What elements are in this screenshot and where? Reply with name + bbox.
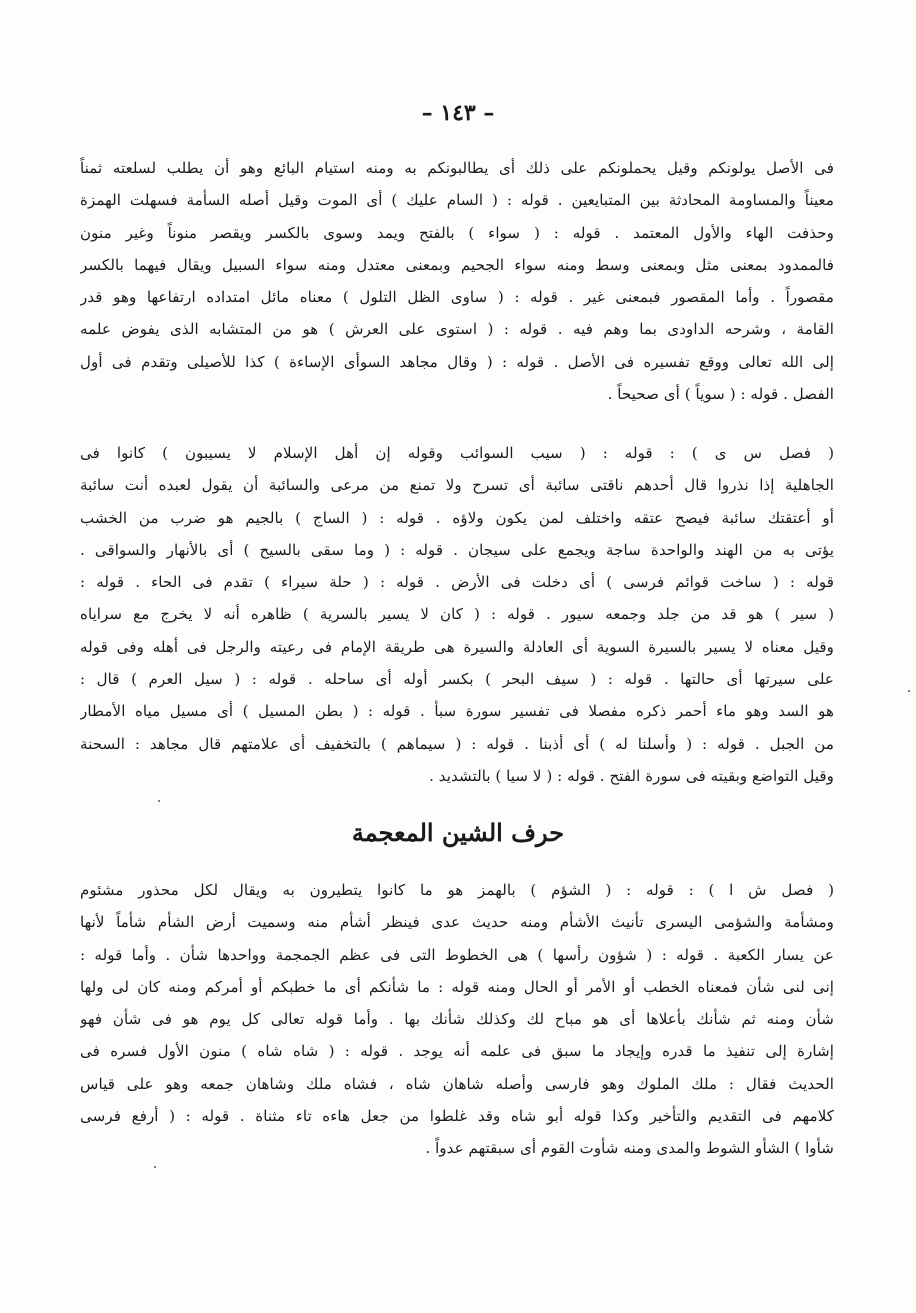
paragraph-3 — [80, 874, 834, 1165]
text-line: ومشأمة والشؤمى اليسرى تأنيث الأشأم ومنه حديث عدى فينظر أشأم منه وسميت أرض الشأم شأماً لأنها — [80, 913, 834, 932]
text-line: على سيرتها أى حالتها . قوله : ( سيف البحر ) بكسر أوله أى ساحله . قوله : ( سيل العرم ) قال : — [80, 670, 834, 689]
text-line: قوله : ( ساخت قوائم فرسى ) أى دخلت فى الأرض . قوله : ( حلة سيراء ) تقدم فى الحاء . قوله : — [80, 573, 834, 592]
text-line: وقيل التواضع وبقيته فى سورة الفتح . قوله : ( لا سيا ) بالتشديد . — [429, 766, 834, 785]
text-line: وقيل معناه لا يسير بالسيرة السوية أى العادلة والسيرة هى طريقة الإمام فى رعيته والرجل فى أهله وفى قوله — [80, 637, 834, 656]
text-line: القامة ، وشرحه الداودى بما وهم فيه . قوله : ( استوى على العرش ) هو من المتشابه الذى يفوض علمه — [80, 320, 834, 339]
text-line: ( فصل ش ا ) : قوله : ( الشؤم ) بالهمز هو ما كانوا يتطيرون به ويقال لكل محذور مشئوم — [80, 881, 834, 899]
text-line: فى الأصل يولونكم وقيل يحملونكم على ذلك أى يطالبونكم به ومنه استيام البائع وهو أن يطلب لسلعته ثمناً — [80, 159, 834, 177]
text-line: شأوا ) الشأو الشوط والمدى ومنه شأوت القوم أى سبقتهم عدواً . — [425, 1139, 834, 1158]
text-line: معيناً والمساومة المحادثة بين المتبايعين . قوله : ( السام عليك ) أى الموت وقيل أصله السأمة فسهلت الهمزة — [80, 191, 834, 210]
text-line: وحذفت الهاء والأول المعتمد . قوله : ( سواء ) بالفتح ويمد وسوى بالكسر ويقصر منوناً وغير منون — [80, 223, 834, 242]
scan-speck — [154, 1166, 156, 1168]
text-line: الجاهلية إذا نذروا قال أحدهم ناقتى سائبة أى تسرح ولا تمنع من مرعى والسائبة أن يقول لعبده أنت سائبة — [80, 476, 834, 495]
text-line: أو أعتقتك سائبة فيصح عتقه واختلف لمن يكون ولاؤه . قوله : ( الساج ) بالجيم هو ضرب من الخشب — [80, 508, 834, 527]
section-heading: حرف الشين المعجمة — [351, 818, 565, 847]
scan-speck — [908, 690, 910, 692]
paragraph-2 — [80, 437, 834, 792]
paragraph-1 — [80, 152, 834, 410]
text-line: ( فصل س ى ) : قوله : ( سيب السوائب وقوله إن أهل الإسلام لا يسيبون ) كانوا فى — [80, 444, 834, 462]
text-line: شأن ومنه ثم شأنك بأعلاها أى هو مباح لك وكذلك شأنك بها . وأما قوله تعالى كل يوم هو فى شأن فهو — [80, 1010, 834, 1029]
text-line: إلى الله تعالى ووقع تفسيره فى الأصل . قوله : ( وقال مجاهد السوأى الإساءة ) كذا للأصيلى وتقدم فى أول — [80, 352, 834, 371]
text-line: إنى لنى شأن فمعناه الخطب أو الأمر أو الحال ومنه قوله : ما شأنكم أى ما خطبكم أو أمركم ومنه كان لى ولها — [80, 977, 834, 996]
text-line: فالممدود بمعنى مثل وبمعنى وسط ومنه سواء الجحيم وبمعنى معتدل ومنه سواء السبيل ويقال فيهما بالكسر — [80, 255, 834, 274]
text-line: عن يسار الكعبة . قوله : ( شؤون رأسها ) هى الخطوط التى فى عظم الجمجمة وواحدها شأن . وأما قوله : — [80, 945, 834, 964]
text-line: هو السد وهو ماء أحمر ذكره مفصلا فى تفسير سورة سبأ . قوله : ( بطن المسيل ) أى مسيل مياه الأمطار — [80, 702, 834, 721]
text-line: كلامهم فى التقديم والتأخير وكذا قوله أبو شاه وقد غلطوا من جعل هاءه تاء مثناة . قوله : ( أرفع فرسى — [80, 1107, 834, 1126]
text-line: ( سير ) هو قد من جلد وجمعه سيور . قوله : ( كان لا يسير بالسرية ) ظاهره أنه لا يخرج مع سراياه — [80, 605, 834, 624]
text-line: إشارة إلى تنفيذ ما قدره وإيجاد ما سبق فى علمه أنه يوجد . قوله : ( شاه شاه ) منون الأول فسره فى — [80, 1042, 834, 1061]
text-line: الفصل . قوله : ( سوياً ) أى صحيحاً . — [607, 385, 834, 404]
scan-speck — [158, 800, 160, 802]
text-line: يؤتى به من الهند والواحدة ساجة ويجمع على سيجان . قوله : ( وما سقى بالسيح ) أى بالأنهار والسواقى . — [80, 540, 834, 559]
text-line: مقصوراً . وأما المقصور فبمعنى غير . قوله : ( ساوى الظل التلول ) معناه مائل امتداده ارتفاعها وهو قدر — [80, 288, 834, 307]
text-line: من الجبل . قوله : ( وأسلنا له ) أى أذبنا . قوله : ( سيماهم ) بالتخفيف أى علامتهم قال مجاهد : السحنة — [80, 734, 834, 753]
page-number: – ١٤٣ – — [421, 100, 495, 126]
text-line: الحديث فقال : ملك الملوك وهو فارسى وأصله شاهان شاه ، فشاه ملك وشاهان جمعه وهو على قياس — [80, 1074, 834, 1093]
